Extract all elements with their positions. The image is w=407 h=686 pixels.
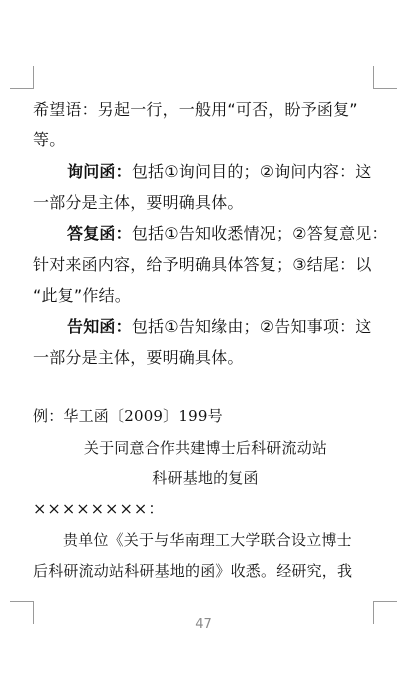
text-span: 包括①询问目的；②询问内容：这 [131, 162, 372, 181]
example-title-line-2: 科研基地的复函 [152, 469, 259, 487]
crop-mark-bottom-right-h [373, 601, 397, 602]
page-number: 47 [195, 617, 212, 632]
example-label: 例：华工函〔2009〕199号 [33, 407, 223, 425]
text-line: 希望语：另起一行，一般用“可否，盼予函复” [33, 100, 358, 119]
text-span: 包括①告知收悉情况；②答复意见： [131, 224, 388, 243]
crop-mark-top-left-h [10, 88, 34, 89]
notice-letter-paragraph [33, 315, 378, 339]
crop-mark-bottom-left-h [10, 601, 34, 602]
example-title-line-1: 关于同意合作共建博士后科研流动站 [83, 439, 328, 457]
reply-letter-heading: 答复函： [67, 224, 132, 243]
crop-mark-top-right-h [373, 88, 397, 89]
inquiry-letter-paragraph [33, 160, 378, 184]
text-line: 针对来函内容，给予明确具体答复；③结尾：以 [33, 255, 372, 274]
crop-mark-top-left-v [33, 66, 34, 89]
example-recipient: ××××××××： [33, 499, 166, 518]
crop-mark-top-right-v [373, 66, 374, 89]
text-line: 一部分是主体，要明确具体。 [33, 348, 244, 367]
example-body-line-2: 后科研流动站科研基地的函》收悉。经研究，我 [33, 562, 353, 580]
text-line: “此复”作结。 [33, 286, 131, 305]
notice-letter-heading: 告知函： [67, 317, 132, 336]
text-span: 包括①告知缘由；②告知事项：这 [131, 317, 372, 336]
inquiry-letter-heading: 询问函： [67, 162, 132, 181]
example-body-line-1: 贵单位《关于与华南理工大学联合设立博士 [63, 531, 352, 549]
text-line: 一部分是主体，要明确具体。 [33, 193, 244, 212]
text-line: 等。 [33, 130, 66, 149]
reply-letter-paragraph [33, 222, 388, 246]
